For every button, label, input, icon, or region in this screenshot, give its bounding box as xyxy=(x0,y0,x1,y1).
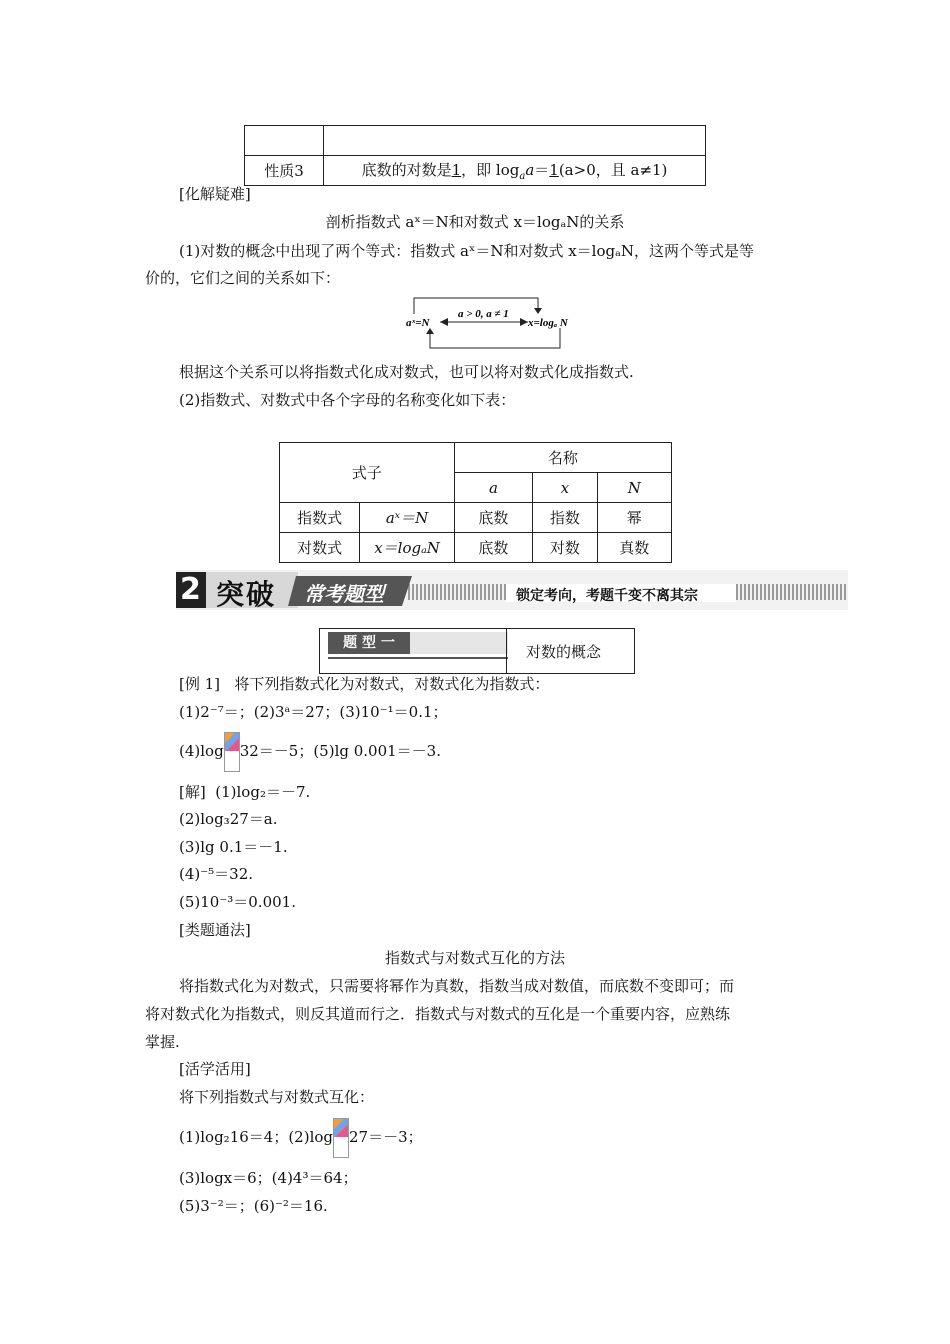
solution-step-5: (5)10⁻³＝0.001. xyxy=(179,893,296,911)
practice-line-3: (5)3⁻²＝；(6)⁻²＝16. xyxy=(179,1197,328,1215)
diagram-left-label: aˣ=N xyxy=(406,317,430,329)
example-line-2 xyxy=(179,732,441,772)
name-table-header-formula: 式子 xyxy=(280,443,455,503)
method-line-3: 掌握. xyxy=(145,1033,180,1051)
question-type-divider xyxy=(506,629,507,673)
table-row xyxy=(280,533,672,563)
name-table-cell: x＝logₐN xyxy=(360,533,454,563)
banner-title: 突破 xyxy=(216,578,277,611)
practice-line-1 xyxy=(179,1118,423,1158)
method-title: 指数式与对数式互化的方法 xyxy=(384,949,565,967)
property-text-pre: 底数的对数是 xyxy=(361,161,452,179)
property-table xyxy=(244,125,706,186)
name-table-header-x: x xyxy=(533,473,597,503)
question-type-tag: 题 型 一 xyxy=(328,632,410,654)
question-type-title: 对数的概念 xyxy=(526,643,602,661)
example-prompt-text: 将下列指数式化为对数式，对数式化为指数式： xyxy=(234,675,550,693)
question-type-box xyxy=(319,628,635,674)
diagram-bottom-arrow xyxy=(430,328,560,348)
solution-step-2: (2)log₃27＝a. xyxy=(179,810,278,828)
property-var-a: a xyxy=(525,161,535,179)
relation-diagram xyxy=(400,292,590,354)
property-text xyxy=(324,156,706,186)
clarify-p1-line1: (1)对数的概念中出现了两个等式：指数式 aˣ＝N和对数式 x＝logₐN，这两个等式是等 xyxy=(179,242,755,260)
name-table-cell: 对数式 xyxy=(280,533,360,563)
banner-number: 2 xyxy=(180,572,201,607)
banner-slogan: 锁定考向，考题千变不离其宗 xyxy=(516,588,698,604)
example-line-2-b: 32＝－5；(5)lg 0.001＝－3. xyxy=(239,742,441,760)
property-condition: (a>0，且 a≠1) xyxy=(558,161,668,179)
solution-tag: [解] xyxy=(179,783,206,801)
name-table-header-N: N xyxy=(597,473,671,503)
property-text-mid: ，即 log xyxy=(461,161,520,179)
practice-line-1-a: (1)log₂16＝4；(2)log xyxy=(179,1128,333,1146)
name-table-header-name: 名称 xyxy=(454,443,671,473)
diagram-right-head xyxy=(520,318,528,326)
clarify-title: 剖析指数式 aˣ＝N和对数式 x＝logₐN的关系 xyxy=(325,213,625,231)
solution-step-3: (3)lg 0.1＝－1. xyxy=(179,838,288,856)
name-table-cell: 幂 xyxy=(597,503,671,533)
property-blank-1: 1 xyxy=(451,161,462,179)
banner-subtitle: 常考题型 xyxy=(304,582,384,606)
diagram-middle-label: a > 0, a ≠ 1 xyxy=(458,308,509,320)
clarify-tag: [化解疑难] xyxy=(179,185,251,203)
property-blank-2: 1 xyxy=(549,161,559,179)
table-row xyxy=(280,503,672,533)
clarify-p1-line2: 价的，它们之间的关系如下： xyxy=(145,269,341,287)
question-type-underline xyxy=(328,657,508,659)
name-table-cell: 底数 xyxy=(454,503,532,533)
name-table-cell: 对数 xyxy=(533,533,597,563)
practice-line-2: (3)logx＝6；(4)4³＝64； xyxy=(179,1169,358,1187)
name-table-cell: 底数 xyxy=(454,533,532,563)
solution-step-1: (1)log₂＝－7. xyxy=(215,783,311,801)
method-tag: [类题通法] xyxy=(179,921,251,939)
property-sub-a: a xyxy=(519,171,526,182)
practice-prompt: 将下列指数式与对数式互化： xyxy=(179,1088,375,1106)
diagram-right-label: x=logₐ N xyxy=(528,317,568,329)
property-table-empty-cell xyxy=(245,126,324,156)
example-line-2-a: (4)log xyxy=(179,742,224,760)
property-label: 性质3 xyxy=(245,156,324,186)
name-table-cell: 真数 xyxy=(597,533,671,563)
banner-graphic xyxy=(176,566,848,614)
method-line-1: 将指数式化为对数式，只需要将幂作为真数，指数当成对数值，而底数不变即可；而 xyxy=(179,977,735,995)
name-table-cell: 指数式 xyxy=(280,503,360,533)
method-line-2: 将对数式化为指数式，则反其道而行之．指数式与对数式的互化是一个重要内容，应熟练 xyxy=(145,1005,731,1023)
name-table-cell: 指数 xyxy=(533,503,597,533)
name-table xyxy=(279,442,672,563)
diagram-left-head xyxy=(440,318,448,326)
missing-image-icon xyxy=(333,1118,349,1158)
practice-tag: [活学活用] xyxy=(179,1060,251,1078)
section-banner xyxy=(176,566,848,614)
property-eq: ＝ xyxy=(534,161,550,179)
missing-image-icon xyxy=(224,732,240,772)
property-table-empty-cell xyxy=(324,126,706,156)
solution-step-4: (4)⁻⁵＝32. xyxy=(179,865,254,883)
practice-line-1-b: 27＝－3； xyxy=(349,1128,423,1146)
clarify-p3: (2)指数式、对数式中各个字母的名称变化如下表： xyxy=(179,391,516,409)
diagram-top-arrowhead xyxy=(534,308,542,314)
name-table-header-a: a xyxy=(454,473,532,503)
name-table-cell: aˣ＝N xyxy=(360,503,454,533)
example-prompt xyxy=(179,674,549,694)
solution-line-1 xyxy=(179,782,310,802)
example-tag: [例 1] xyxy=(179,675,221,693)
clarify-p2: 根据这个关系可以将指数式化成对数式，也可以将对数式化成指数式. xyxy=(179,363,634,381)
example-line-1: (1)2⁻⁷＝；(2)3ᵃ＝27；(3)10⁻¹＝0.1； xyxy=(179,703,448,721)
